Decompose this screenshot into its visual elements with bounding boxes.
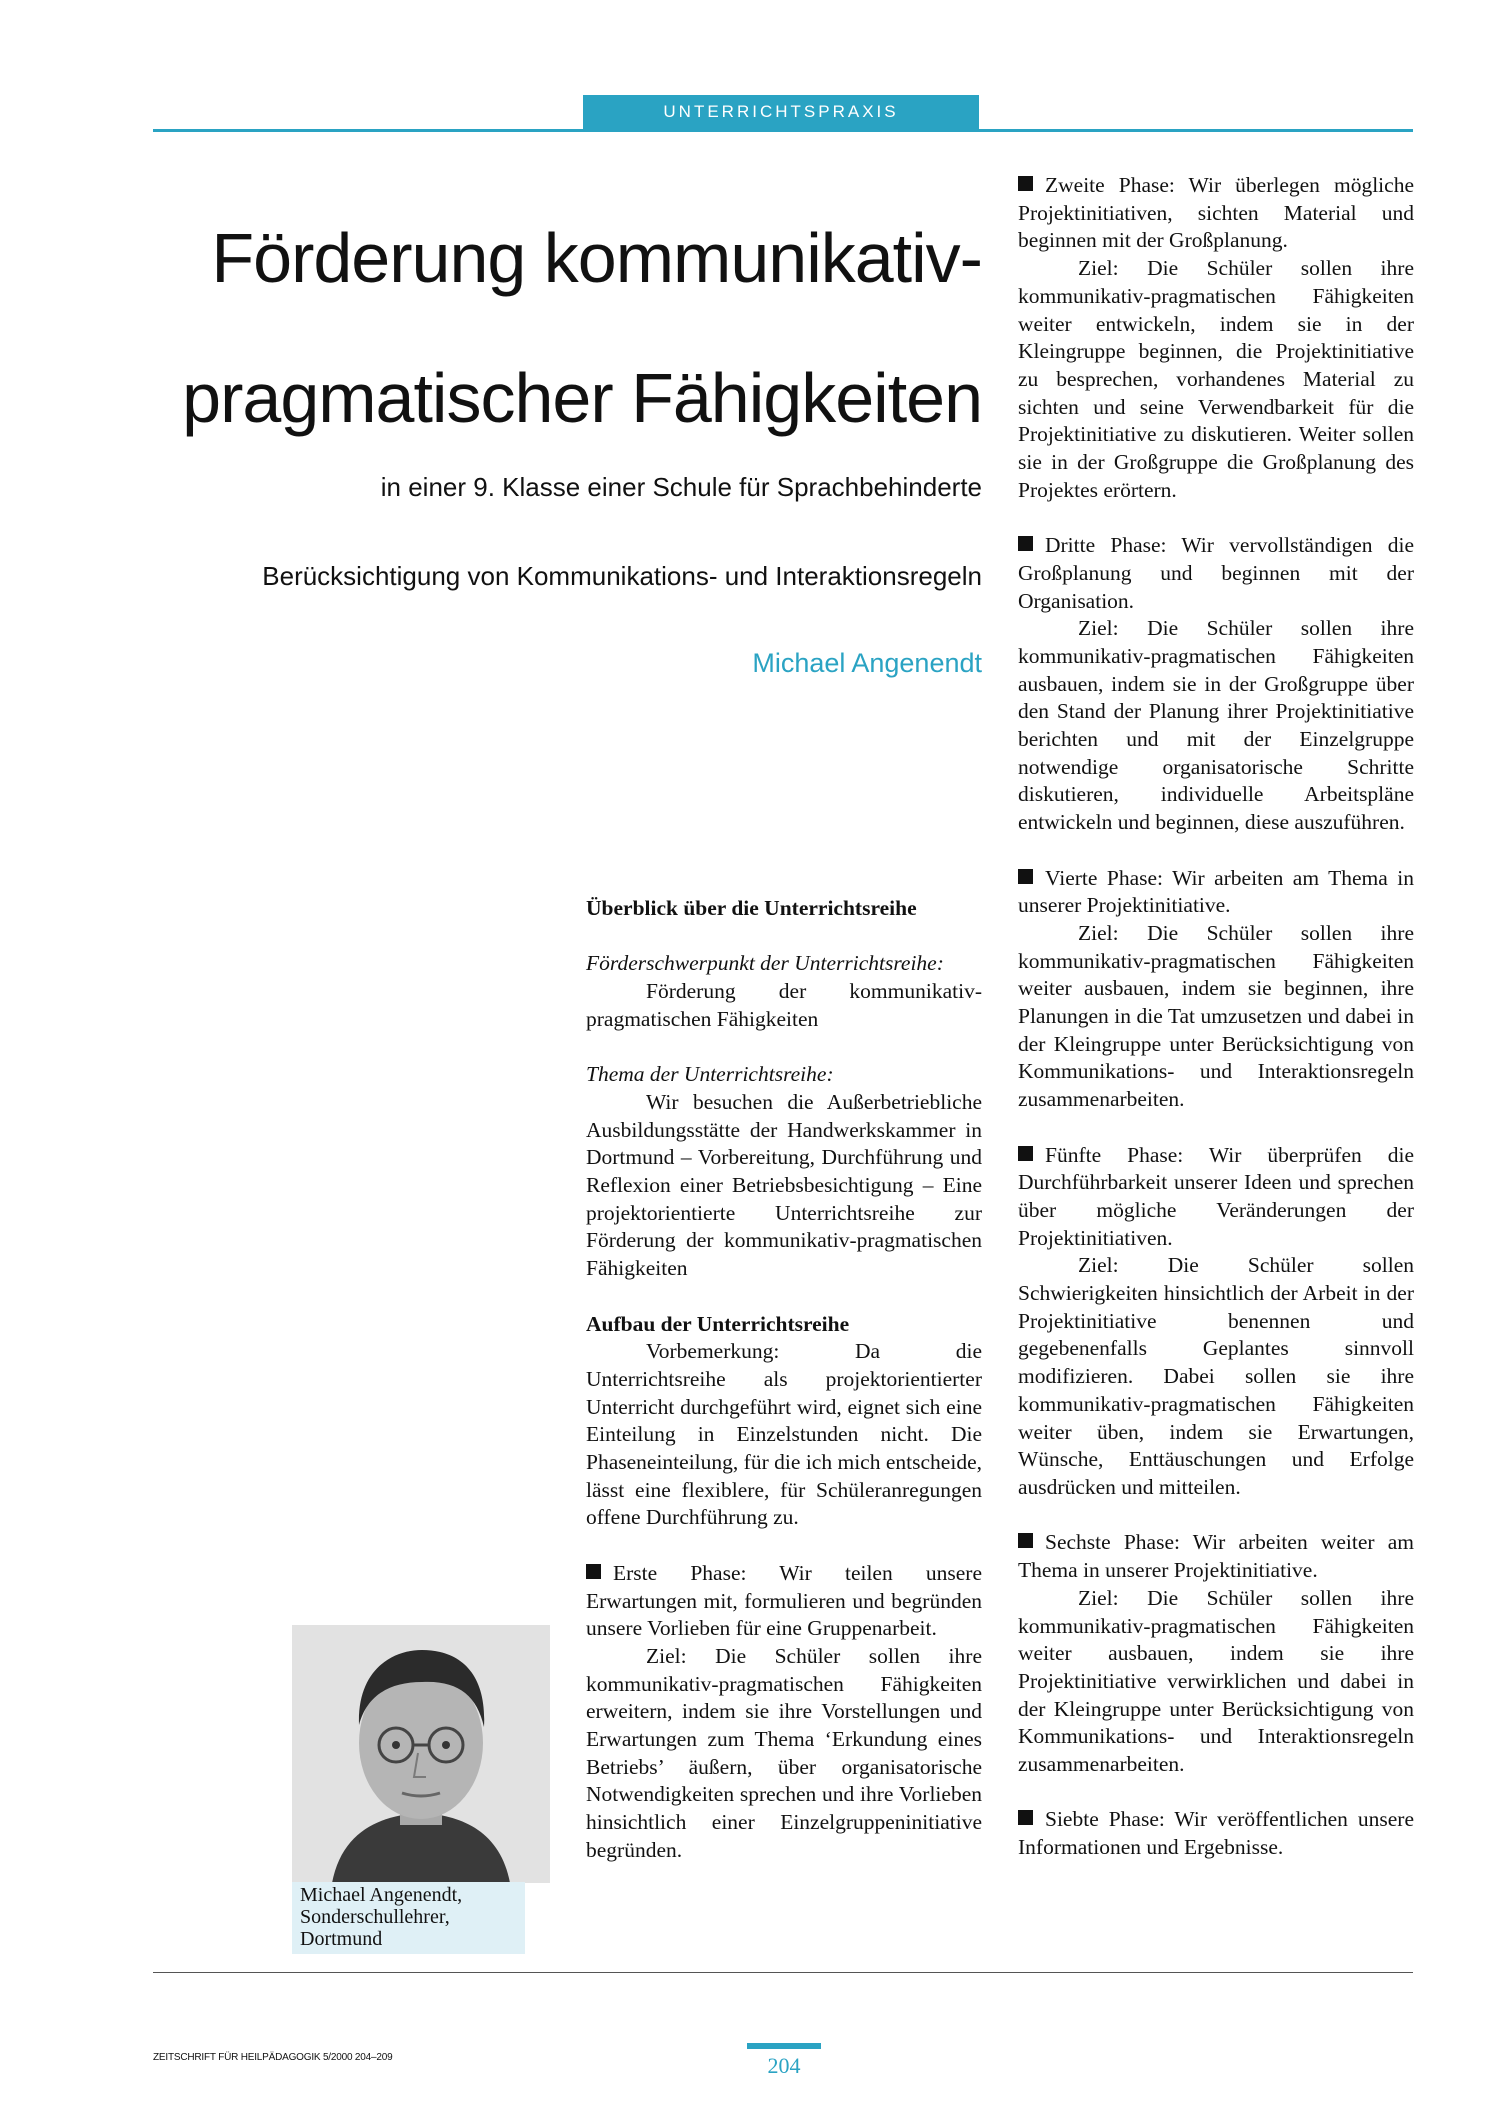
bullet-square-icon (586, 1564, 601, 1579)
article-subtitle: in einer 9. Klasse einer Schule für Sprachbehinderte (380, 472, 982, 502)
footer-rule (153, 1972, 1413, 1973)
author-portrait-icon (292, 1625, 550, 1883)
page-number: 204 (767, 2053, 801, 2078)
phase-5-goal: Ziel: Die Schüler sollen Schwierigkeiten hinsichtlich der Arbeit in der Projektinitiative benennen und gegebenenfalls Geplantes sinnvoll modifizieren. Dabei sollen sie ihre kommunikativ-pragmatischen Fähigkeiten weiter üben, indem sie Erwartungen, Wünsche, Enttäuschungen und Erfolge ausdrücken und mitteilen. (1018, 1253, 1414, 1499)
bullet-square-icon (1018, 176, 1033, 191)
section-tab: UNTERRICHTSPRAXIS (583, 95, 979, 129)
phase-1-intro: Erste Phase: Wir teilen unsere Erwartungen mit, formulieren und begründen unsere Vorlieben für eine Gruppenarbeit. (586, 1560, 982, 1641)
bullet-square-icon (1018, 1810, 1033, 1825)
phase-7-intro: Siebte Phase: Wir veröffentlichen unsere Informationen und Ergebnisse. (1018, 1807, 1414, 1860)
header-rule (153, 129, 1413, 132)
structure-heading: Aufbau der Unterrichtsreihe (586, 1311, 850, 1336)
article-subtitle-2: Berücksichtigung von Kommunikations- und Interaktionsregeln (262, 561, 982, 591)
title-line-2: pragmatischer Fähigkeiten (182, 359, 982, 437)
middle-column (586, 895, 982, 1865)
bullet-square-icon (1018, 1533, 1033, 1548)
phase-5-intro: Fünfte Phase: Wir überprüfen die Durchführbarkeit unserer Ideen und sprechen über mögliche Veränderungen der Projektinitiativen. (1018, 1142, 1414, 1250)
article-author: Michael Angenendt (752, 648, 982, 678)
title-line-1: Förderung kommunikativ- (211, 219, 982, 297)
phase-3-intro: Dritte Phase: Wir vervollständigen die Großplanung und beginnen mit der Organisation. (1018, 533, 1414, 613)
theme-text: Wir besuchen die Außerbetriebliche Ausbildungsstätte der Handwerkskammer in Dortmund – Vorbereitung, Durchführung und Reflexion einer Betriebsbesichtigung – Eine projektorientierte Unterrichtsreihe zur Förderung der kommunikativ-pragmatischen Fähigkeiten (586, 1089, 982, 1281)
theme-label: Thema der Unterrichtsreihe: (586, 1062, 834, 1087)
phase-6-intro: Sechste Phase: Wir arbeiten weiter am Thema in unserer Projektinitiative. (1018, 1530, 1414, 1583)
focus-text: Förderung der kommunikativ-pragmatischen Fähigkeiten (586, 979, 982, 1031)
caption-role: Sonderschullehrer, (300, 1906, 450, 1928)
phase-4-goal: Ziel: Die Schüler sollen ihre kommunikativ-pragmatischen Fähigkeiten weiter ausbauen, indem sie beginnen, ihre Planungen in die Tat umzusetzen und dabei in der Kleingruppe unter Berücksichtigung von Kommunikations- und Interaktionsregeln zusammenarbeiten. (1018, 920, 1414, 1112)
phase-2-intro: Zweite Phase: Wir überlegen mögliche Projektinitiativen, sichten Material und beginnen mit der Großplanung. (1018, 173, 1414, 253)
phase-1-goal: Ziel: Die Schüler sollen ihre kommunikativ-pragmatischen Fähigkeiten erweitern, indem sie ihre Vorstellungen und Erwartungen zum Thema ‘Erkundung eines Betriebs’ äußern, über organisatorische Notwendigkeiten sprechen und ihre Vorlieben hinsichtlich einer Einzelgruppeninitiative begründen. (586, 1643, 982, 1862)
focus-label: Förderschwerpunkt der Unterrichtsreihe: (586, 951, 944, 976)
journal-reference: ZEITSCHRIFT FÜR HEILPÄDAGOGIK 5/2000 204–209 (153, 2052, 393, 2063)
phase-4-intro: Vierte Phase: Wir arbeiten am Thema in unserer Projektinitiative. (1018, 865, 1414, 918)
bullet-square-icon (1018, 536, 1033, 551)
article-title (150, 188, 982, 468)
page-number-bar (747, 2043, 821, 2049)
phase-3-goal: Ziel: Die Schüler sollen ihre kommunikativ-pragmatischen Fähigkeiten ausbauen, indem sie in der Großgruppe über den Stand der Planung ihrer Projektinitiative berichten und mit der Einzelgruppe notwendige organisatorische Schritte diskutieren, individuelle Arbeitspläne entwickeln und beginnen, diese auszuführen. (1018, 616, 1414, 835)
phase-6-goal: Ziel: Die Schüler sollen ihre kommunikativ-pragmatischen Fähigkeiten weiter ausbauen, indem sie ihre Projektinitiative verwirklichen und dabei in der Kleingruppe unter Berücksichtigung von Kommunikations- und Interaktionsregeln zusammenarbeiten. (1018, 1585, 1414, 1777)
photo-caption (292, 1882, 525, 1954)
overview-heading: Überblick über die Unterrichtsreihe (586, 896, 917, 920)
structure-text: Vorbemerkung: Da die Unterrichtsreihe als projektorientierter Unterricht durchgeführt wird, eignet sich eine Einteilung in Einzelstunden nicht. Die Phaseneinteilung, für die ich mich entscheide, lässt eine flexiblere, für Schüleranregungen offene Durchführung zu. (586, 1339, 982, 1530)
phase-2-goal: Ziel: Die Schüler sollen ihre kommunikativ-pragmatischen Fähigkeiten weiter entwickeln, indem sie in der Kleingruppe beginnen, die Projektinitiative zu besprechen, vorhandenes Material zu sichten und seine Verwendbarkeit für die Projektinitiative zu diskutieren. Weiter sollen sie in der Großgruppe die Großplanung des Projektes erörtern. (1018, 256, 1414, 502)
caption-city: Dortmund (300, 1928, 383, 1950)
author-photo (292, 1625, 550, 1883)
bullet-square-icon (1018, 869, 1033, 884)
right-column (1018, 172, 1414, 1862)
bullet-square-icon (1018, 1146, 1033, 1161)
caption-name: Michael Angenendt, (300, 1884, 463, 1906)
